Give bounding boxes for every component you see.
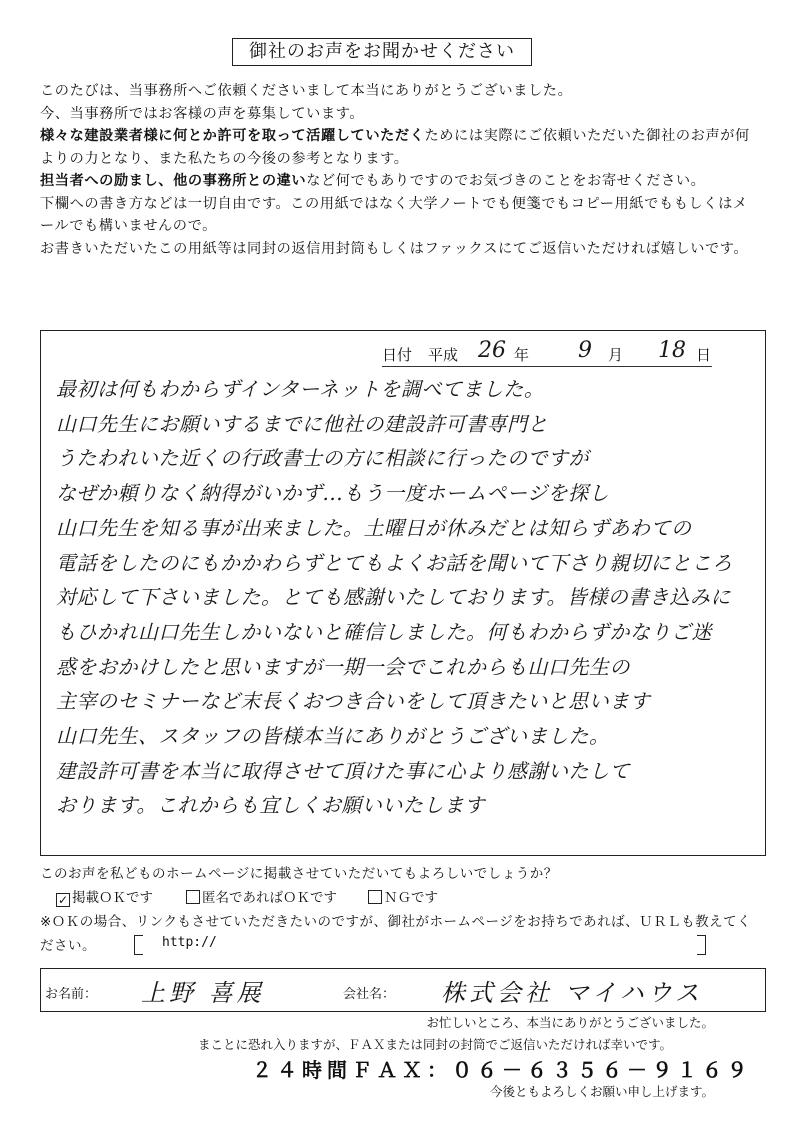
message-line: 電話をしたのにもかかわらずとてもよくお話を聞いて下さり親切にところ — [56, 550, 733, 575]
bracket-left — [134, 935, 143, 955]
intro-text — [40, 80, 762, 260]
option-ng[interactable] — [368, 886, 438, 906]
bracket-right — [697, 935, 706, 955]
consent-question: このお声を私どものホームページに掲載させていただいてもよろしいでしょうか？ — [40, 866, 558, 882]
message-line: 対応して下さいました。とても感謝いたしております。皆様の書き込みに — [56, 585, 731, 610]
option-label: ＮＧです — [384, 890, 438, 906]
page-title: 御社のお声をお聞かせください — [232, 38, 532, 66]
message-line: おります。これからも宜しくお願いいたします — [56, 793, 485, 818]
company-label: 会社名： — [343, 987, 396, 1002]
date-year: 26 — [478, 338, 506, 363]
option-publish-ok[interactable] — [56, 886, 153, 907]
intro-rest-4: など何でもありですのでお気づきのことをお寄せください。 — [306, 173, 706, 189]
message-line: 山口先生を知る事が出来ました。土曜日が休みだとは知らずあわての — [56, 515, 692, 540]
intro-bold-3: 様々な建設業者様に何とか許可を取って活躍していただく — [40, 128, 425, 144]
intro-line-1: このたびは、当事務所へご依頼くださいまして本当にありがとうございました。 — [40, 83, 573, 99]
intro-paragraph-3 — [40, 125, 762, 170]
date-label: 日付 — [382, 346, 413, 364]
message-line: 山口先生にお願いするまでに他社の建設許可書専門と — [56, 411, 548, 436]
checkbox-ng[interactable] — [368, 890, 382, 904]
fax-number: ２４時間ＦＡＸ：０６－６３５６－９１６９ — [252, 1058, 752, 1082]
url-field[interactable] — [134, 935, 706, 955]
name-company-box — [40, 968, 766, 1012]
date-day-unit: 日 — [696, 346, 712, 364]
date-month-unit: 月 — [608, 346, 624, 364]
company-value: 株式会社 マイハウス — [441, 979, 703, 1007]
date-year-unit: 年 — [514, 346, 530, 364]
intro-rest-3: ためには実際にご依頼いただいた御社のお声が何よりの力となり、また私たちの今後の参考となります。 — [40, 128, 750, 167]
message-line: 惑をおかけしたと思いますが一期一会でこれからも山口先生の — [56, 654, 630, 679]
message-line: 主宰のセミナーなど末長くおつき合いをして頂きたいと思います — [56, 689, 651, 714]
intro-line-2: 今、当事務所ではお客様の声を募集しています。 — [40, 105, 365, 122]
date-month: 9 — [578, 338, 592, 363]
intro-paragraph-6: お書きいただいたこの用紙等は同封の返信用封筒もしくはファックスにてご返信いただければ嬉しいです。 — [40, 240, 749, 257]
handwritten-message — [56, 372, 756, 823]
date-day: 18 — [658, 338, 686, 363]
thanks-text: お忙しいところ、本当にありがとうございました。 — [426, 1015, 714, 1030]
fax-note: まことに恐れ入りますが、ＦＡＸまたは同封の封筒でご返信いただければ幸いです。 — [198, 1037, 673, 1052]
message-line: うたわれいた近くの行政書士の方に相談に行ったのですが — [56, 446, 589, 471]
name-value: 上野 喜展 — [141, 979, 265, 1007]
message-line: 最初は何もわからずインターネットを調べてました。 — [56, 377, 545, 401]
message-line: もひかれ山口先生しかいないと確信しました。何もわからずかなりご迷 — [56, 619, 712, 644]
url-prefix: http:// — [162, 935, 217, 950]
date-era: 平成 — [428, 346, 459, 364]
link-note: ※ＯＫの場合、リンクもさせていただきたいのですが、御社がホームページをお持ちであれば、ＵＲＬも教えてください。 — [40, 914, 752, 954]
date-row — [382, 338, 712, 368]
name-label: お名前： — [45, 987, 98, 1002]
intro-paragraph-5: 下欄への書き方などは一切自由です。この用紙ではなく大学ノートでも便箋でもコピー用紙でももしくはメールでも構いませんので。 — [40, 195, 748, 234]
checkbox-publish-ok[interactable]: ✓ — [57, 893, 69, 907]
message-line: 山口先生、スタッフの皆様本当にありがとうございました。 — [56, 724, 610, 749]
intro-bold-4: 担当者への励まし、他の事務所との違い — [40, 173, 307, 189]
date-underline — [382, 366, 712, 367]
option-anonymous-ok[interactable] — [186, 886, 337, 906]
message-line: 建設許可書を本当に取得させて頂けた事に心より感謝いたして — [56, 758, 630, 783]
message-line: なぜか頼りなく納得がいかず...もう一度ホームページを探し — [56, 481, 610, 506]
checkbox-anonymous-ok[interactable] — [186, 890, 200, 904]
closing-text: 今後ともよろしくお願い申し上げます。 — [489, 1084, 714, 1099]
option-label: 掲載ＯＫです — [72, 890, 153, 906]
option-label: 匿名であればＯＫです — [202, 890, 337, 906]
intro-paragraph-4 — [40, 170, 762, 193]
